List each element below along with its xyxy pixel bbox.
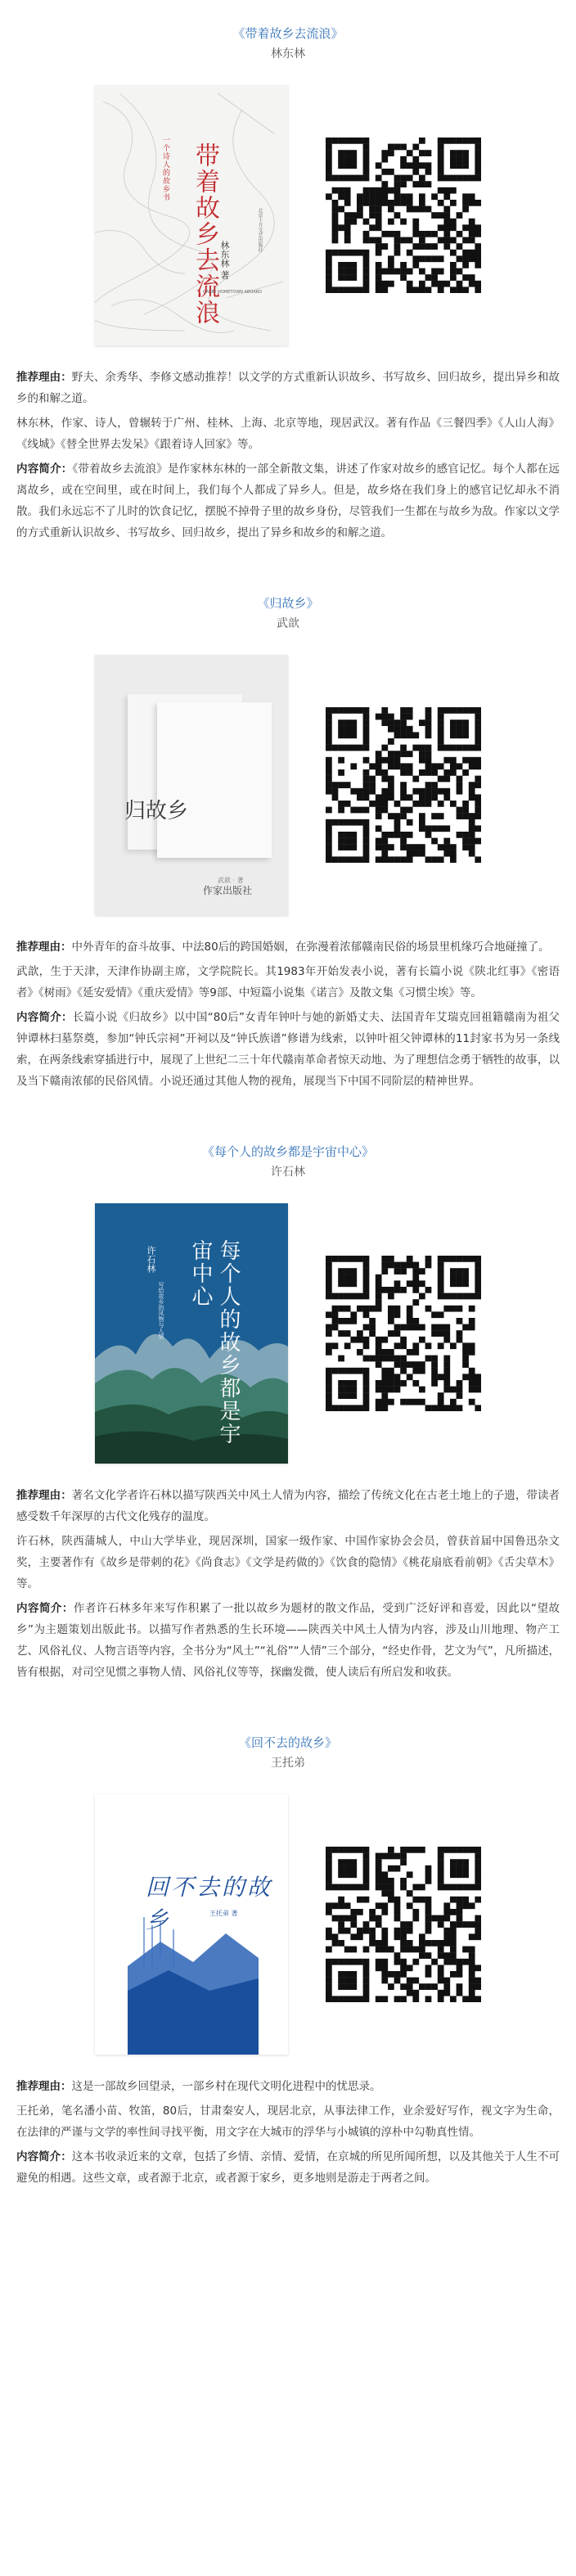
content-summary: 内容简介：作者许石林多年来写作积累了一批以故乡为题材的散文作品，受到广泛好评和喜爱，因此以“望故乡”为主题策划出版此书。以描写作者熟悉的生长环境——陕西关中风土人情为内容，涉及山川地理、物产工艺、风俗礼仪、人物言语等内容，全书分为“风土”“礼俗”“人情”三个部分，“经史作骨，艺文为气”，凡所描述，皆有根据，对司空见惯之事物人情、风俗礼仪等等，探幽发微，使人读后有所启发和收获。 — [16, 1602, 560, 1679]
cover-author: 王托弟 著 — [209, 1910, 238, 1917]
book-description — [16, 936, 560, 1092]
book-section-1 — [16, 23, 560, 544]
cover-subtitle: 写给故乡的风物与人情 — [158, 1282, 164, 1339]
book-author: 林东林 — [271, 47, 305, 61]
cover-main-title: 归故乡 — [124, 799, 189, 823]
author-bio: 王托弟，笔名潘小苗、牧笛，80后，甘肃秦安人，现居北京，从事法律工作，业余爱好写作，视文字为生命，在法律的严谨与文学的率性间寻找平衡，用文字在大城市的浮华与小城镇的淳朴中勾勒真性情。 — [16, 2105, 560, 2139]
book-title[interactable]: 《回不去的故乡》 — [238, 1735, 337, 1750]
cover-main-title: 回不去的故乡 — [146, 1874, 273, 1933]
qr-code — [326, 1847, 481, 2002]
book-media-row — [16, 1794, 560, 2055]
book-media-row — [16, 85, 560, 345]
recommend-reason: 推荐理由：野夫、余秀华、李修文感动推荐！以文学的方式重新认识故乡、书写故乡、回归故乡，提出异乡和故乡的和解之道。 — [16, 371, 560, 405]
cover-author: 许石林 — [146, 1246, 156, 1273]
cover-publisher: 作家出版社 — [202, 885, 252, 896]
cover-english-title: CARRY HOMETOWN ABOARD — [203, 290, 262, 295]
book-section-3 — [16, 1141, 560, 1683]
recommend-reason: 推荐理由：著名文化学者许石林以描写陕西关中风土人情为内容，描绘了传统文化在古老土地上的子遗，带读者感受数千年深厚的古代文化残存的温度。 — [16, 1489, 560, 1523]
book-title[interactable]: 《每个人的故乡都是宇宙中心》 — [201, 1144, 374, 1159]
book-author: 许石林 — [271, 1166, 305, 1179]
book-cover — [95, 655, 288, 915]
book-cover — [95, 85, 288, 345]
author-bio: 许石林，陕西蒲城人，中山大学毕业，现居深圳，国家一级作家、中国作家协会会员，曾获首届中国鲁迅杂文奖，主要著作有《故乡是带刺的花》《尚食志》《文学是药做的》《饮食的隐情》《桃花扇底看前朝》《舌尖草木》等。 — [16, 1535, 560, 1590]
book-author: 王托弟 — [271, 1757, 305, 1770]
cover-publisher: 北京十月文艺出版社 — [257, 208, 263, 252]
content-summary: 内容简介：《带着故乡去流浪》是作家林东林的一部全新散文集，讲述了作家对故乡的感官记忆。每个人都在远离故乡，或在空间里，或在时间上，我们每个人都成了异乡人。但是，故乡烙在我们身上的感官记忆却永不消散。我们永远忘不了儿时的饮食记忆，摆脱不掉骨子里的故乡身份，尽管我们一生都在与故乡为敌。作家以文学的方式重新认识故乡、书写故乡、回归故乡，提出了异乡和故乡的和解之道。 — [16, 462, 560, 539]
cover-main-title: 带着故乡去流浪 — [191, 142, 219, 326]
recommend-reason: 推荐理由：这是一部故乡回望录，一部乡村在现代文明化进程中的忧思录。 — [16, 2080, 381, 2093]
book-description — [16, 367, 560, 544]
cover-main-title: 每个人的故乡都是宇宙中心 — [188, 1239, 241, 1446]
content-summary: 内容简介：长篇小说《归故乡》以中国“80后”女青年钟叶与她的新婚丈夫、法国青年艾瑞克回祖籍赣南为祖父钟谭林扫墓祭奠，参加“钟氏宗祠”开祠以及“钟氏族谱”修谱为线索，以钟叶祖父钟谭林的11封家书为另一条线索，在两条线索穿插进行中，展现了上世纪二三十年代赣南革命者惊天动地、为了理想信念勇于牺牲的故事，以及当下赣南浓郁的民俗风情。小说还通过其他人物的视角，展现当下中国不同阶层的精神世界。 — [16, 1011, 560, 1088]
cover-author: 林东林 著 — [219, 241, 230, 280]
content-summary: 内容简介：这本书收录近来的文章，包括了乡情、亲情、爱情，在京城的所见所闻所想，以及其他关于人生不可避免的相遇。这些文章，或者源于北京，或者源于家乡，更多地则是游走于两者之间。 — [16, 2150, 560, 2185]
author-bio: 武歆，生于天津，天津作协副主席，文学院院长。其1983年开始发表小说，著有长篇小说《陕北红事》《密语者》《树雨》《延安爱情》《重庆爱情》等9部、中短篇小说集《诺言》及散文集《习惯尘埃》等。 — [16, 965, 560, 999]
book-section-4 — [16, 1732, 560, 2189]
cover-series-text: 一个诗人的故乡书 — [161, 136, 169, 201]
qr-code — [326, 707, 481, 863]
book-title[interactable]: 《带着故乡去流浪》 — [232, 26, 344, 41]
cover-paper-decoration — [157, 702, 272, 858]
book-cover — [95, 1203, 288, 1464]
cover-author: 武歆 · 著 — [218, 877, 244, 884]
author-bio: 林东林，作家、诗人，曾辗转于广州、桂林、上海、北京等地，现居武汉。著有作品《三餐四季》《人山人海》《线城》《替全世界去发呆》《跟着诗人回家》等。 — [16, 417, 560, 451]
book-description — [16, 2076, 560, 2189]
book-cover — [95, 1794, 288, 2055]
recommend-reason: 推荐理由：中外青年的奋斗故事、中法80后的跨国婚姻，在弥漫着浓郁赣南民俗的场景里机缘巧合地碰撞了。 — [16, 941, 550, 954]
book-media-row — [16, 1203, 560, 1464]
qr-code — [326, 1256, 481, 1411]
book-description — [16, 1485, 560, 1683]
book-title[interactable]: 《归故乡》 — [257, 596, 319, 611]
cover-publisher: 四川人民出版社 — [173, 2031, 214, 2037]
book-media-row — [16, 655, 560, 915]
qr-code — [326, 138, 481, 293]
book-author: 武歆 — [277, 617, 299, 630]
book-section-2 — [16, 593, 560, 1092]
